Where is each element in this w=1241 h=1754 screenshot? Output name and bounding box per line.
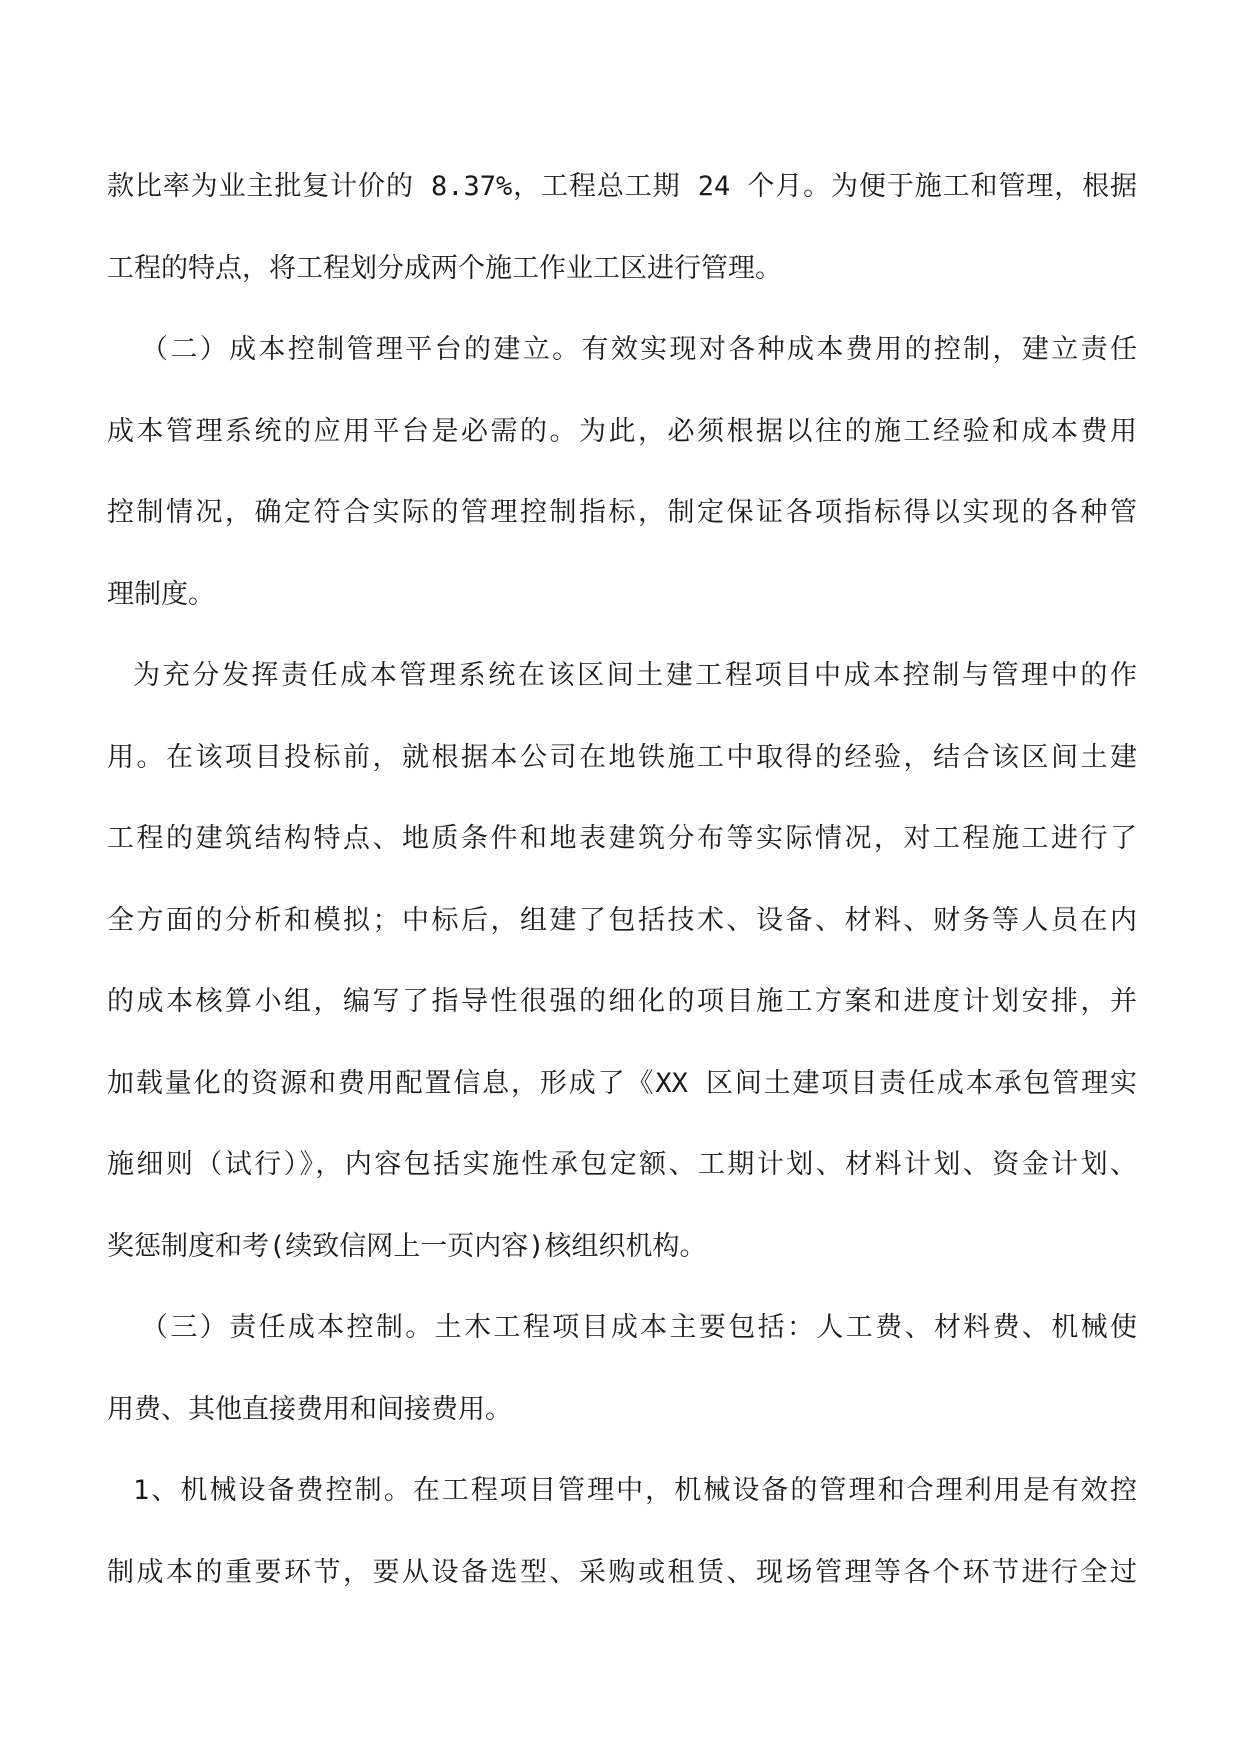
text-line-2: 工程的特点，将工程划分成两个施工作业工区进行管理。 xyxy=(107,252,782,284)
text-line-15: （三）责任成本控制。土木工程项目成本主要包括：人工费、材料费、机械使 xyxy=(141,1312,1137,1343)
text-line-7: 为充分发挥责任成本管理系统在该区间土建工程项目中成本控制与管理中的作 xyxy=(133,660,1137,691)
text-line-6: 理制度。 xyxy=(107,578,215,610)
text-line-10: 全方面的分析和模拟；中标后，组建了包括技术、设备、材料、财务等人员在内 xyxy=(107,904,1137,936)
text-line-16: 用费、其他直接费用和间接费用。 xyxy=(107,1393,512,1425)
text-line-13: 施细则（试行）》，内容包括实施性承包定额、工期计划、材料计划、资金计划、 xyxy=(107,1149,1137,1180)
text-line-18: 制成本的重要环节，要从设备选型、采购或租赁、现场管理等各个环节进行全过 xyxy=(107,1556,1137,1588)
text-line-17: 1、机械设备费控制。在工程项目管理中，机械设备的管理和合理利用是有效控 xyxy=(133,1475,1137,1506)
text-line-1: 款比率为业主批复计价的 8.37%，工程总工期 24 个月。为便于施工和管理，根据 xyxy=(107,171,1137,202)
text-line-5: 控制情况，确定符合实际的管理控制指标，制定保证各项指标得以实现的各种管 xyxy=(107,497,1137,528)
text-line-3: （二）成本控制管理平台的建立。有效实现对各种成本费用的控制，建立责任 xyxy=(141,334,1137,365)
text-line-9: 工程的建筑结构特点、地质条件和地表建筑分布等实际情况，对工程施工进行了 xyxy=(107,823,1137,854)
text-line-11: 的成本核算小组，编写了指导性很强的细化的项目施工方案和进度计划安排，并 xyxy=(107,986,1137,1017)
text-line-12: 加载量化的资源和费用配置信息，形成了《XX 区间土建项目责任成本承包管理实 xyxy=(107,1067,1137,1099)
text-line-4: 成本管理系统的应用平台是必需的。为此，必须根据以往的施工经验和成本费用 xyxy=(107,415,1137,447)
text-line-8: 用。在该项目投标前，就根据本公司在地铁施工中取得的经验，结合该区间土建 xyxy=(107,741,1137,773)
document-page xyxy=(107,146,1137,1613)
text-line-14: 奖惩制度和考(续致信网上一页内容)核组织机构。 xyxy=(107,1230,707,1262)
